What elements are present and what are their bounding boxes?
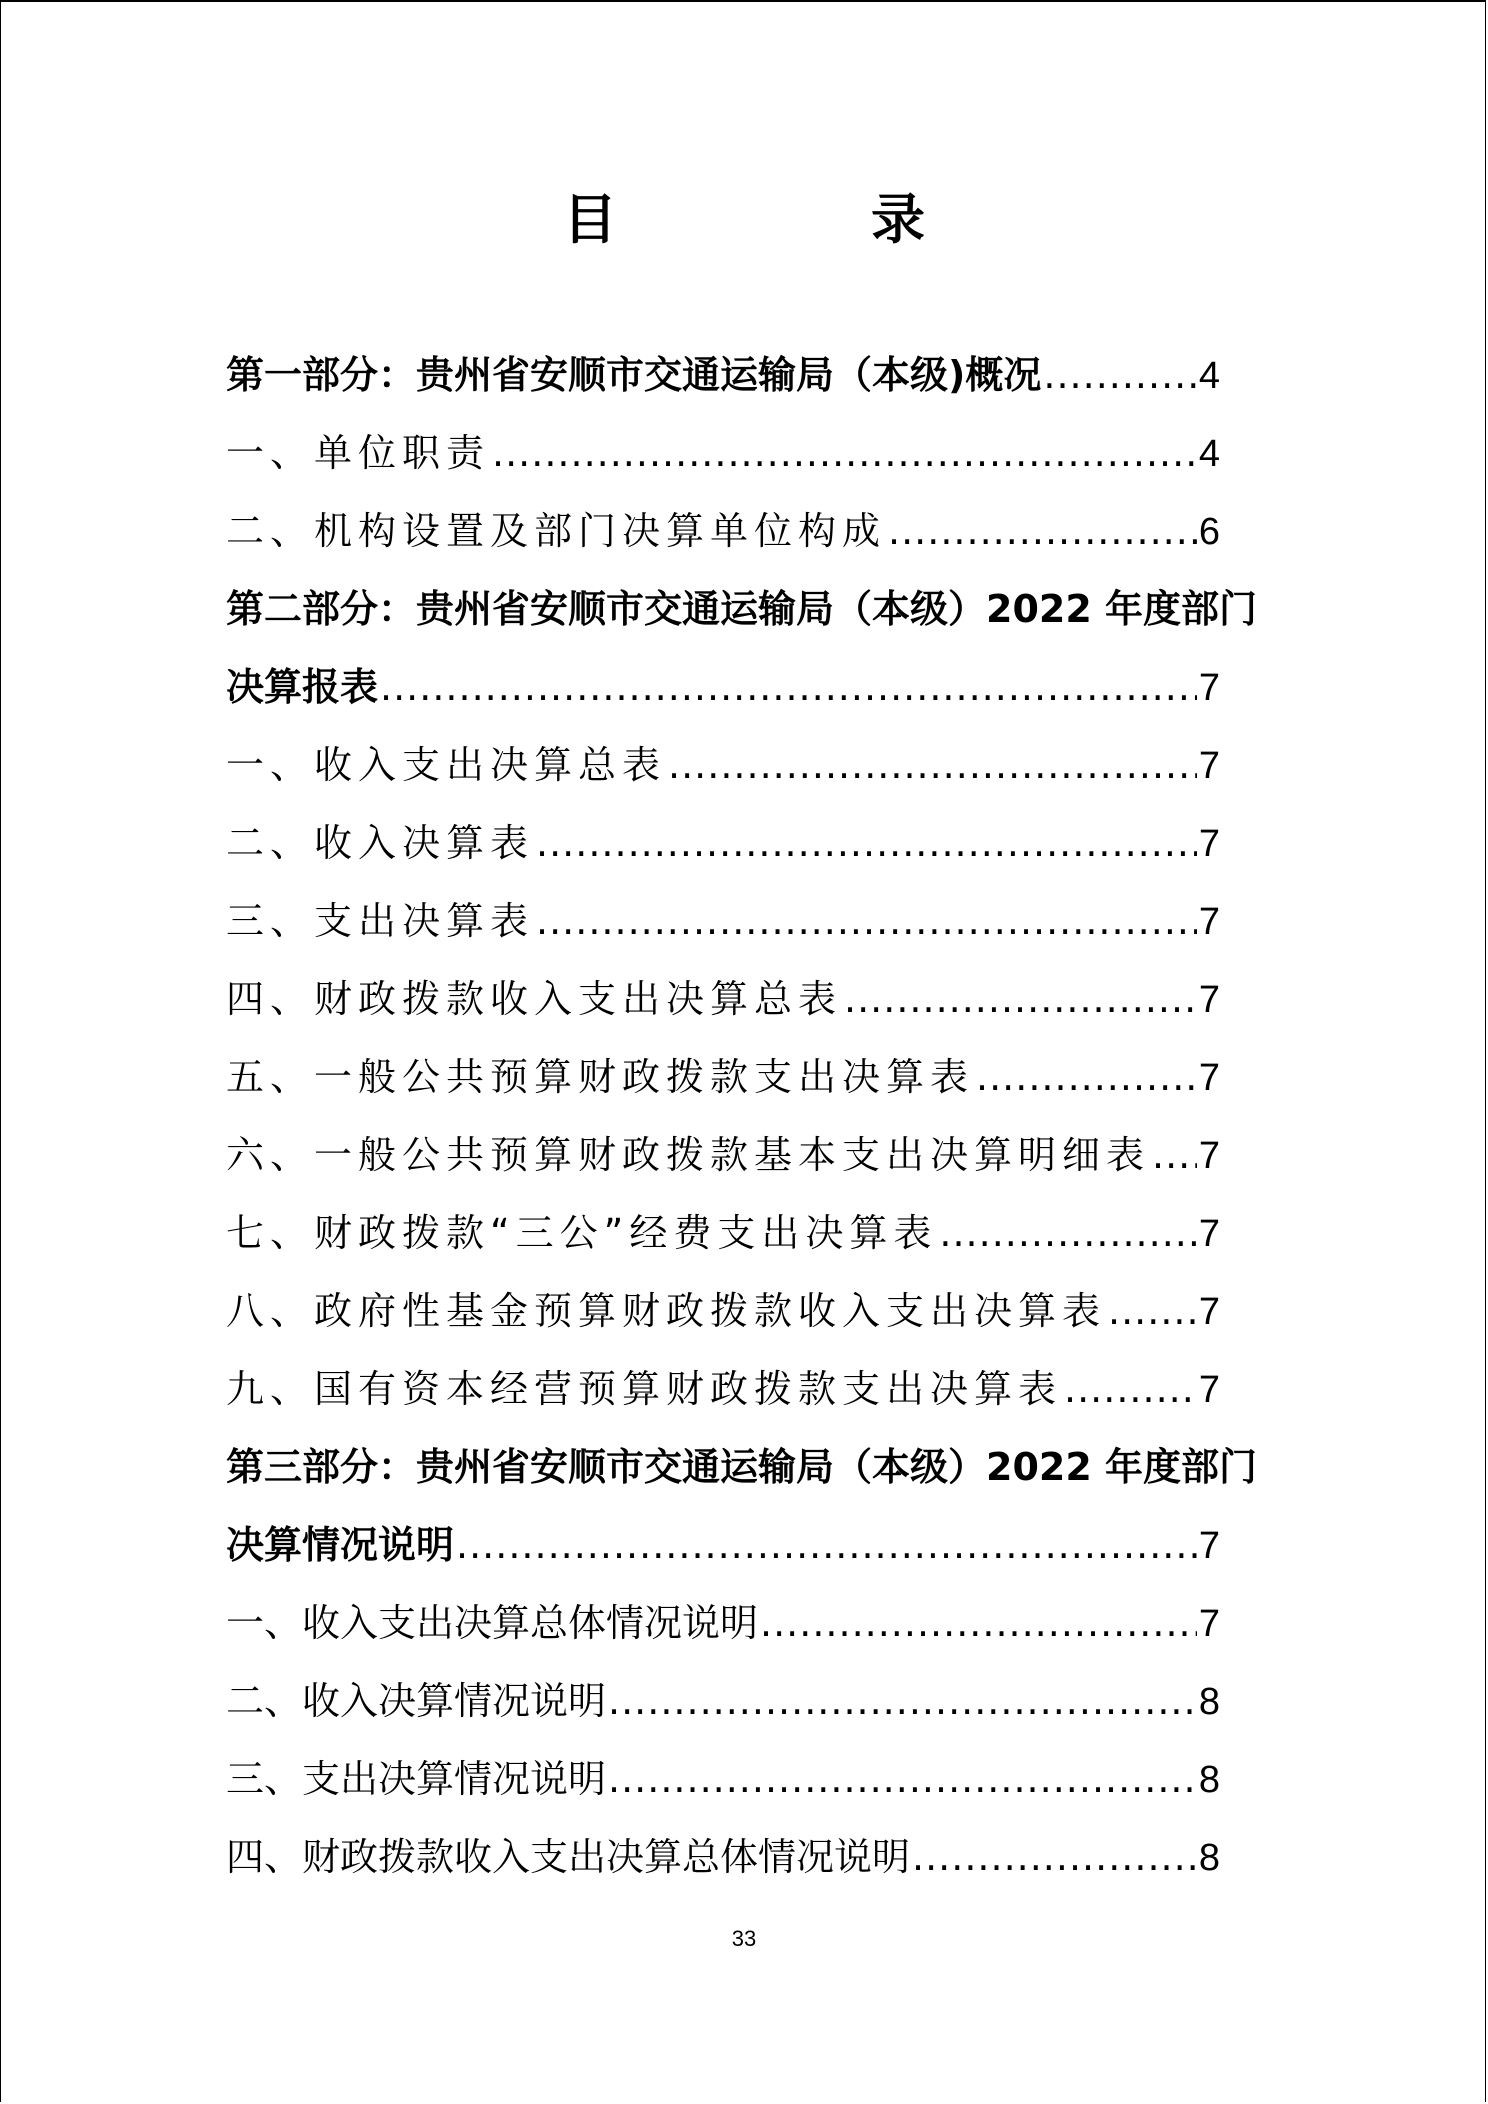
toc-dot-leader — [912, 1818, 1197, 1896]
toc-dot-leader — [1152, 1116, 1197, 1194]
toc-dot-leader — [668, 726, 1197, 804]
toc-dot-leader — [608, 1662, 1197, 1740]
toc-page-number: 7 — [1198, 1291, 1220, 1333]
toc-dot-leader — [492, 414, 1197, 492]
toc-entry-label: 三、支出决算表 — [226, 899, 535, 943]
toc-entry[interactable] — [226, 882, 1220, 960]
toc-entry-label: 一、收入支出决算总表 — [226, 743, 667, 787]
toc-entry-label: 决算情况说明 — [226, 1523, 455, 1567]
toc-page-number: 8 — [1198, 1681, 1220, 1723]
toc-entry-label: 二、收入决算表 — [226, 821, 535, 865]
toc-dot-leader — [608, 1740, 1197, 1818]
toc-entry[interactable] — [226, 960, 1220, 1038]
toc-page-number: 7 — [1198, 1057, 1220, 1099]
toc-dot-leader — [844, 960, 1197, 1038]
toc-entry-label: 第一部分：贵州省安顺市交通运输局（本级)概况 — [226, 353, 1042, 397]
toc-dot-leader — [976, 1038, 1197, 1116]
toc-entry-label: 四、财政拨款收入支出决算总体情况说明 — [226, 1835, 911, 1879]
toc-entry-heading-line — [226, 1428, 1257, 1506]
toc-entry[interactable] — [226, 1584, 1220, 1662]
toc-dot-leader — [536, 882, 1197, 960]
toc-entry-label: 五、一般公共预算财政拨款支出决算表 — [226, 1055, 975, 1099]
toc-page-number: 8 — [1198, 1759, 1220, 1801]
toc-entry[interactable] — [226, 648, 1220, 726]
toc-entry-label: 一、收入支出决算总体情况说明 — [226, 1601, 759, 1645]
toc-page-number: 7 — [1198, 901, 1220, 943]
toc-entry[interactable] — [226, 336, 1220, 414]
toc-page-number: 4 — [1198, 355, 1220, 397]
page-title: 目 录 — [563, 188, 1025, 251]
toc-dot-leader — [456, 1506, 1197, 1584]
toc-page-number: 6 — [1198, 511, 1220, 553]
toc-dot-leader — [1043, 336, 1196, 414]
toc-entry-label: 一、单位职责 — [226, 431, 491, 475]
toc-entry[interactable] — [226, 1506, 1220, 1584]
toc-entry-label: 九、国有资本经营预算财政拨款支出决算表 — [226, 1367, 1063, 1411]
table-of-contents — [226, 336, 1257, 1896]
toc-dot-leader — [888, 492, 1197, 570]
toc-entry-label: 第二部分：贵州省安顺市交通运输局（本级）2022 年度部门 — [226, 587, 1257, 631]
toc-entry[interactable] — [226, 1116, 1220, 1194]
toc-entry-label: 六、一般公共预算财政拨款基本支出决算明细表 — [226, 1133, 1151, 1177]
toc-entry-label: 七、财政拨款“三公”经费支出决算表 — [226, 1211, 938, 1255]
toc-dot-leader — [760, 1584, 1197, 1662]
toc-page-number: 7 — [1198, 667, 1220, 709]
toc-dot-leader — [536, 804, 1197, 882]
toc-page-number: 7 — [1198, 1525, 1220, 1567]
toc-entry[interactable] — [226, 1038, 1220, 1116]
toc-page-number: 7 — [1198, 1603, 1220, 1645]
toc-entry[interactable] — [226, 1194, 1220, 1272]
toc-page-number: 4 — [1198, 433, 1220, 475]
toc-entry-heading-line — [226, 570, 1257, 648]
toc-entry-label: 四、财政拨款收入支出决算总表 — [226, 977, 843, 1021]
toc-page-number: 7 — [1198, 1369, 1220, 1411]
toc-entry[interactable] — [226, 726, 1220, 804]
toc-entry[interactable] — [226, 414, 1220, 492]
toc-dot-leader — [380, 648, 1197, 726]
toc-page-number: 7 — [1198, 1213, 1220, 1255]
page-number: 33 — [731, 1926, 757, 1951]
toc-page-number: 7 — [1198, 979, 1220, 1021]
toc-dot-leader — [1064, 1350, 1197, 1428]
toc-entry[interactable] — [226, 1818, 1220, 1896]
toc-entry-label: 第三部分：贵州省安顺市交通运输局（本级）2022 年度部门 — [226, 1445, 1257, 1489]
toc-page-number: 7 — [1198, 823, 1220, 865]
toc-dot-leader — [939, 1194, 1196, 1272]
toc-entry-label: 二、收入决算情况说明 — [226, 1679, 607, 1723]
toc-entry-label: 八、政府性基金预算财政拨款收入支出决算表 — [226, 1289, 1107, 1333]
toc-dot-leader — [1108, 1272, 1197, 1350]
toc-page-number: 7 — [1198, 745, 1220, 787]
toc-entry-label: 二、机构设置及部门决算单位构成 — [226, 509, 887, 553]
toc-entry[interactable] — [226, 1740, 1220, 1818]
toc-entry[interactable] — [226, 804, 1220, 882]
toc-page-number: 7 — [1198, 1135, 1220, 1177]
toc-entry[interactable] — [226, 1350, 1220, 1428]
toc-entry-label: 决算报表 — [226, 665, 379, 709]
toc-entry[interactable] — [226, 492, 1220, 570]
toc-entry-label: 三、支出决算情况说明 — [226, 1757, 607, 1801]
toc-page-number: 8 — [1198, 1837, 1220, 1879]
toc-entry[interactable] — [226, 1662, 1220, 1740]
toc-entry[interactable] — [226, 1272, 1220, 1350]
